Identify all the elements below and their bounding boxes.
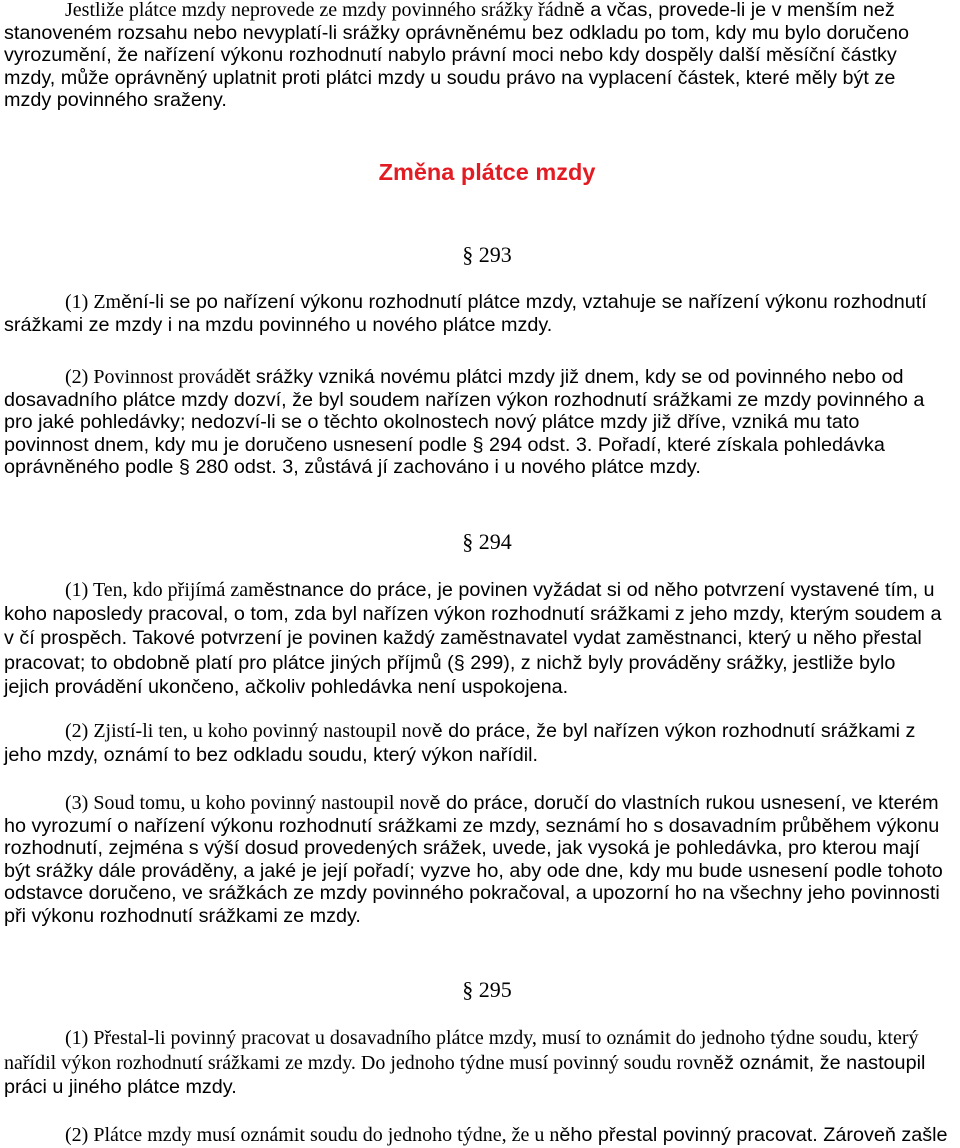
text-line bbox=[4, 1075, 956, 1100]
text-run: ě do práce, že byl nařízen výkon rozhodnutí srážkami z bbox=[431, 720, 916, 742]
text-run: ě a včas, provede-li je v menším než bbox=[573, 0, 895, 21]
paragraph-293-1 bbox=[4, 291, 956, 336]
text-line bbox=[4, 905, 956, 928]
text-run: ění-li se po nařízení výkonu rozhodnutí plátce mzdy, vztahuje se nařízení výkonu rozhodnutí bbox=[121, 291, 927, 313]
text-line bbox=[4, 456, 956, 479]
paragraph-294-3 bbox=[4, 792, 956, 928]
text-line bbox=[4, 743, 956, 767]
text-line bbox=[4, 602, 956, 626]
text-run: práci u jiného plátce mzdy. bbox=[4, 1076, 237, 1098]
text-run: (2) Zjistí-li ten, u koho povinný nastoupil nov bbox=[65, 720, 432, 742]
text-line bbox=[4, 366, 956, 389]
text-run: při výkonu rozhodnutí srážkami ze mzdy. bbox=[4, 904, 361, 927]
text-run: (1) Přestal-li povinný pracovat u dosavadního plátce mzdy, musí to oznámit do jednoho týdne soudu, který bbox=[65, 1027, 919, 1049]
paragraph-295-1 bbox=[4, 1026, 956, 1100]
text-line bbox=[4, 389, 956, 412]
text-run: (3) Soud tomu, u koho povinný nastoupil nov bbox=[65, 792, 430, 814]
text-line bbox=[4, 67, 956, 90]
text-run: mzdy, může oprávněný uplatnit proti plátci mzdy u soudu právo na vyplacení částek, které měly být ze bbox=[4, 66, 896, 89]
text-line bbox=[4, 719, 956, 743]
text-run: koho naposledy pracoval, o tom, zda byl nařízen výkon rozhodnutí srážkami z jeho mzdy, kterým soudem a bbox=[4, 603, 942, 626]
text-run: vyrozumění, že nařízení výkonu rozhodnutí nabylo právní moci nebo kdy dospěly další měsíční částky bbox=[4, 44, 897, 67]
text-line bbox=[4, 860, 956, 883]
text-line bbox=[4, 89, 956, 112]
text-line bbox=[4, 44, 956, 67]
text-line bbox=[4, 1051, 956, 1076]
text-line bbox=[4, 837, 956, 860]
text-run: ho vyrozumí o nařízení výkonu rozhodnutí srážkami ze mzdy, seznámí ho s dosavadním průběhem výkonu bbox=[4, 814, 940, 837]
text-run: (1) Ten, kdo přijímá zam bbox=[65, 579, 264, 601]
paragraph-295-2 bbox=[4, 1124, 956, 1147]
intro-paragraph bbox=[4, 0, 956, 112]
text-run: jeho mzdy, oznámí to bez odkladu soudu, který výkon nařídil. bbox=[4, 744, 539, 766]
text-run: Jestliže plátce mzdy neprovede ze mzdy povinného srážky řádn bbox=[65, 0, 574, 21]
text-line bbox=[4, 411, 956, 434]
text-run: ět srážky vzniká novému plátci mzdy již dnem, kdy se od povinného nebo od bbox=[233, 366, 904, 388]
text-run: pracovat; to obdobně platí pro plátce jiných příjmů (§ 299), z nichž byly prováděny srážky, jestliže bylo bbox=[4, 651, 896, 674]
text-line bbox=[4, 1124, 956, 1147]
text-run: (1) Zm bbox=[65, 291, 122, 313]
section-mark-295: § 295 bbox=[462, 977, 512, 1002]
text-run: oprávněného podle § 280 odst. 3, zůstává jí zachováno i u nového plátce mzdy. bbox=[4, 456, 701, 479]
text-line bbox=[4, 1026, 956, 1051]
text-line bbox=[4, 22, 956, 45]
section-mark-293: § 293 bbox=[462, 242, 512, 267]
text-line bbox=[4, 626, 956, 650]
text-run: ěž oznámit, že nastoupil bbox=[713, 1051, 926, 1074]
text-line bbox=[4, 314, 956, 337]
text-run: v čí prospěch. Takové potvrzení je povinen každý zaměstnavatel vydat zaměstnanci, který u něho přestal bbox=[4, 627, 922, 650]
text-line bbox=[4, 651, 956, 675]
text-run: mzdy povinného sraženy. bbox=[4, 89, 227, 112]
text-run: nařídil výkon rozhodnutí srážkami ze mzdy. Do jednoho týdne musí povinný soudu rovn bbox=[4, 1051, 714, 1074]
text-run: ěstnance do práce, je povinen vyžádat si od něho potvrzení vystavené tím, u bbox=[263, 579, 935, 601]
section-title: Změna plátce mzdy bbox=[378, 159, 596, 185]
text-run: povinnost dnem, kdy mu je doručeno usnesení podle § 294 odst. 3. Pořadí, které získala pohledávka bbox=[4, 433, 885, 456]
text-run: ě do práce, doručí do vlastních rukou usnesení, ve kterém bbox=[429, 792, 939, 814]
text-run: srážkami ze mzdy i na mzdu povinného u nového plátce mzdy. bbox=[4, 313, 553, 336]
text-run: být srážky dále prováděny, a jaké je její pořadí; vyzve ho, aby ode dne, kdy mu bude usnesení podle tohoto bbox=[4, 859, 943, 882]
text-line bbox=[4, 882, 956, 905]
text-run: odstavce doručeno, ve srážkách ze mzdy povinného pokračoval, a upozorní ho na všechny jeho povinnosti bbox=[4, 882, 940, 905]
text-run: (2) Plátce mzdy musí oznámit soudu do jednoho týdne, že u n bbox=[65, 1124, 560, 1146]
text-run: (2) Povinnost provád bbox=[65, 366, 234, 388]
text-line bbox=[4, 792, 956, 815]
text-line bbox=[4, 815, 956, 838]
text-run: pro jaké pohledávky; nedozví-li se o těchto okolnostech nový plátce mzdy již dříve, vzniká mu tato bbox=[4, 411, 860, 434]
text-run: dosavadního plátce mzdy dozví, že byl soudem nařízen výkon rozhodnutí srážkami ze mzdy povinného a bbox=[4, 388, 925, 411]
paragraph-294-1 bbox=[4, 578, 956, 699]
paragraph-293-2 bbox=[4, 366, 956, 479]
text-line bbox=[4, 675, 956, 699]
text-run: ěho přestal povinný pracovat. Zároveň zašle bbox=[559, 1124, 948, 1146]
paragraph-294-2 bbox=[4, 719, 956, 767]
text-line bbox=[4, 434, 956, 457]
text-run: jejich provádění ukončeno, ačkoliv pohledávka není uspokojena. bbox=[4, 675, 569, 698]
text-line bbox=[4, 0, 956, 22]
text-run: stanoveném rozsahu nebo nevyplatí-li srážky oprávněnému bez odkladu po tom, kdy mu bylo doručeno bbox=[4, 21, 909, 44]
text-run: rozhodnutí, zejména s výší dosud provedených srážek, uvede, jak vysoká je pohledávka, pro kterou mají bbox=[4, 837, 920, 860]
section-mark-294: § 294 bbox=[462, 529, 512, 554]
text-line bbox=[4, 291, 956, 314]
text-line bbox=[4, 578, 956, 602]
